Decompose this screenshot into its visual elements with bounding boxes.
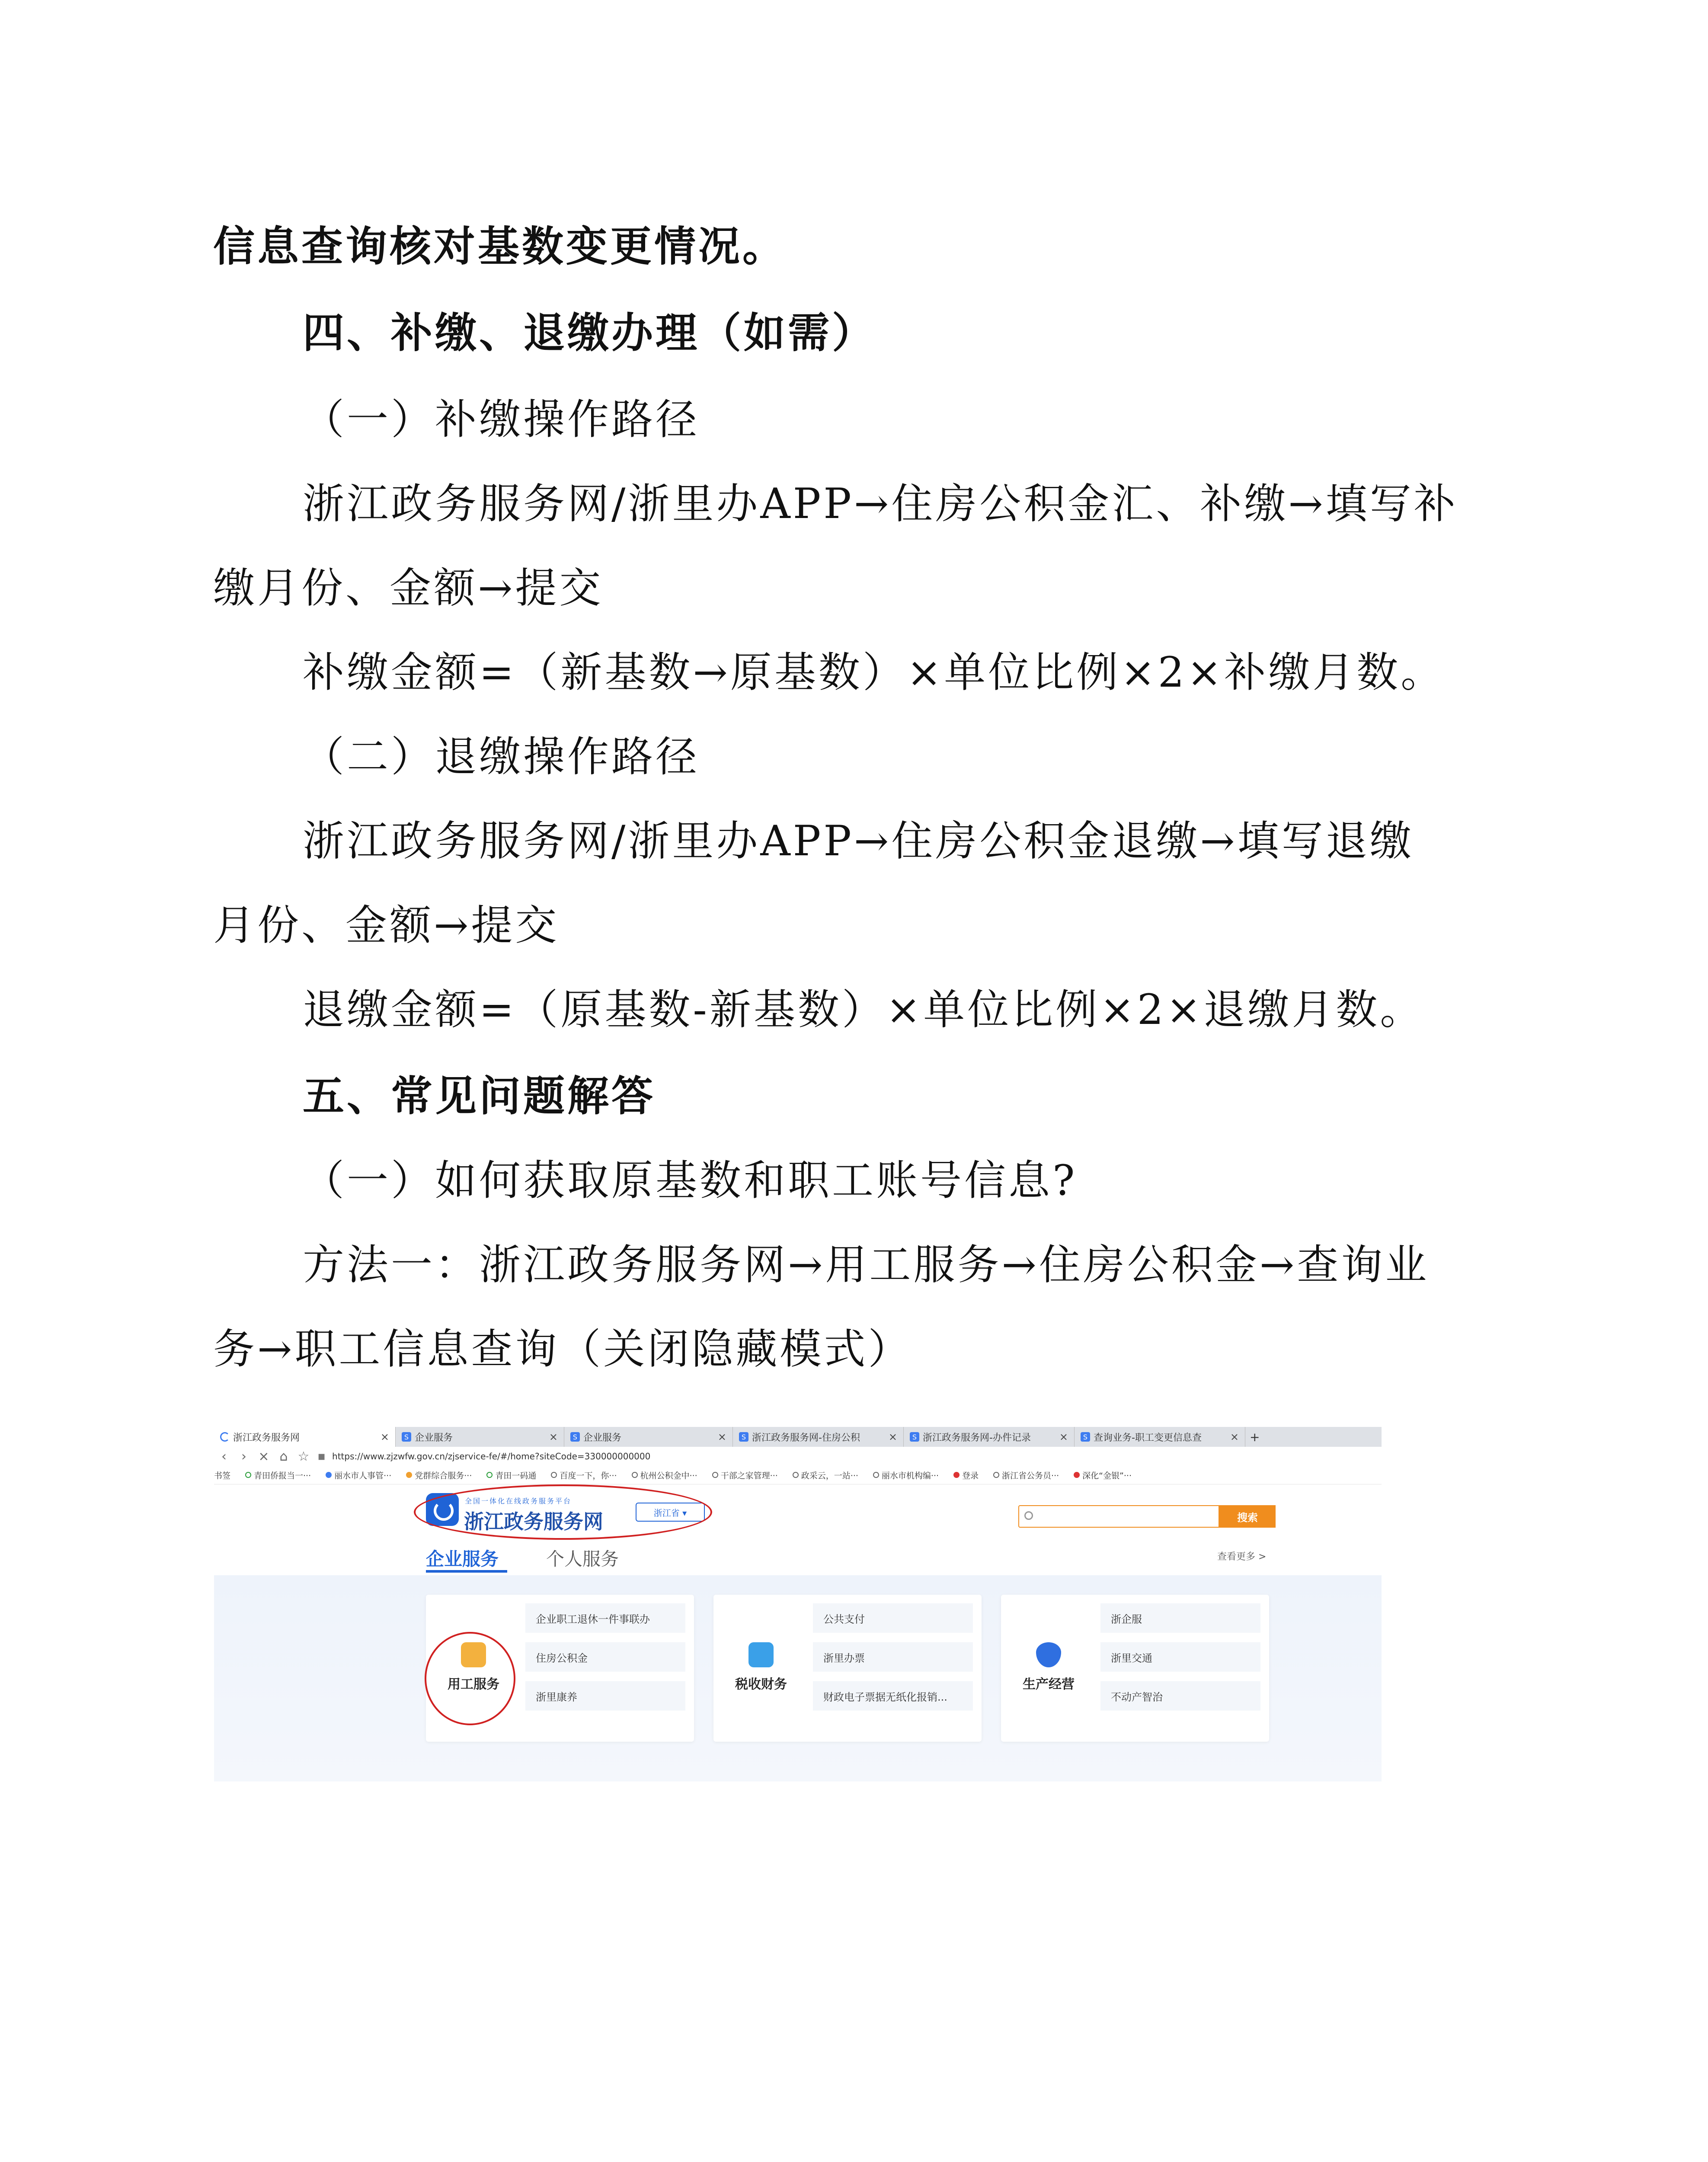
site-name[interactable]: 浙江政务服务网 [464, 1510, 603, 1533]
subsection-heading: （一）如何获取原基数和职工账号信息? [303, 1156, 1078, 1205]
bookmark-item[interactable]: 政采云，一站··· [793, 1469, 858, 1481]
browser-tab[interactable]: S 浙江政务服务网-住房公积 × [733, 1427, 904, 1447]
subsection-heading: （一）补缴操作路径 [303, 395, 700, 444]
bookmarks-bar [214, 1466, 1382, 1484]
address-bar [214, 1447, 1382, 1466]
bookmark-icon [326, 1472, 332, 1478]
tab-enterprise-services[interactable]: 企业服务 [426, 1548, 499, 1570]
card-main-production[interactable]: 生产经营 [1014, 1642, 1083, 1692]
close-icon[interactable]: × [717, 1431, 726, 1443]
site-subtitle: 全国一体化在线政务服务平台 [465, 1497, 572, 1505]
formula-line: 补缴金额=（新基数→原基数）×单位比例×2×补缴月数。 [303, 648, 1445, 697]
bookmark-icon [245, 1472, 251, 1478]
service-item[interactable]: 浙企服 [1100, 1603, 1260, 1633]
bookmark-icon [632, 1472, 638, 1478]
view-more-link[interactable]: 查看更多 > [1217, 1551, 1267, 1562]
bookmark-item[interactable]: 深化“金银”··· [1074, 1469, 1132, 1481]
new-tab-button[interactable]: + [1250, 1430, 1260, 1444]
bookmark-item[interactable]: 丽水市机构编··· [873, 1469, 939, 1481]
bookmark-item[interactable]: 丽水市人事管··· [326, 1469, 391, 1481]
bookmark-item[interactable]: 青田一码通 [486, 1469, 536, 1481]
service-item[interactable]: 浙里交通 [1100, 1642, 1260, 1672]
bookmark-item[interactable]: 干部之家管理··· [712, 1469, 778, 1481]
browser-tab[interactable]: S 浙江政务服务网-办件记录 × [904, 1427, 1075, 1447]
bookmark-icon [993, 1472, 999, 1478]
site-header [214, 1484, 1382, 1575]
bookmark-item[interactable]: 青田侨报当一··· [245, 1469, 311, 1481]
bookmark-icon [486, 1472, 493, 1478]
card-main-tax[interactable]: 税收财务 [726, 1642, 796, 1692]
close-icon[interactable]: × [380, 1431, 389, 1443]
search-icon [1024, 1511, 1033, 1520]
bookmark-icon [406, 1472, 412, 1478]
browser-tab[interactable]: S 企业服务 × [564, 1427, 733, 1447]
service-item[interactable]: 浙里康养 [525, 1681, 685, 1711]
region-selector[interactable]: 浙江省 ▾ [636, 1503, 705, 1522]
service-item[interactable]: 浙里办票 [813, 1642, 973, 1672]
stop-icon[interactable]: × [258, 1449, 269, 1464]
search-button[interactable]: 搜索 [1219, 1505, 1276, 1528]
text-line: 浙江政务服务网/浙里办APP→住房公积金退缴→填写退缴 [303, 817, 1414, 865]
lock-icon: ■ [318, 1452, 326, 1461]
bookmark-item[interactable]: 百度一下，你··· [551, 1469, 617, 1481]
text-line: 缴月份、金额→提交 [213, 564, 604, 612]
browser-tab-bar [214, 1427, 1382, 1447]
close-icon[interactable]: × [1059, 1431, 1068, 1443]
tax-icon [748, 1642, 774, 1667]
highlight-oval [414, 1484, 712, 1540]
service-item[interactable]: 财政电子票据无纸化报销... [813, 1681, 973, 1711]
close-icon[interactable]: × [549, 1431, 558, 1443]
text-line: 信息查询核对基数变更情况。 [213, 222, 787, 271]
browser-tab[interactable]: S 企业服务 × [396, 1427, 564, 1447]
site-favicon-icon: S [739, 1432, 748, 1442]
service-card [1001, 1595, 1269, 1742]
bookmark-icon [953, 1472, 960, 1478]
service-item[interactable]: 公共支付 [813, 1603, 973, 1633]
site-favicon-icon: S [910, 1432, 919, 1442]
section-heading: 五、常见问题解答 [303, 1072, 656, 1120]
search-input[interactable] [1018, 1505, 1219, 1528]
close-icon[interactable]: × [1230, 1431, 1239, 1443]
card-main-employment[interactable]: 用工服务 [439, 1642, 508, 1692]
home-icon[interactable]: ⌂ [279, 1449, 288, 1464]
bookmark-icon [551, 1472, 557, 1478]
text-line: 方法一：浙江政务服务网→用工服务→住房公积金→查询业 [303, 1241, 1430, 1289]
formula-line: 退缴金额=（原基数-新基数）×单位比例×2×退缴月数。 [303, 985, 1424, 1034]
bookmark-item[interactable]: 书签 [214, 1471, 231, 1481]
shield-icon [1036, 1642, 1061, 1667]
highlight-circle [425, 1632, 515, 1725]
bookmark-item[interactable]: 浙江省公务员··· [993, 1469, 1059, 1481]
site-favicon-icon: S [402, 1432, 411, 1442]
url-field[interactable]: https://www.zjzwfw.gov.cn/zjservice-fe/#/home?siteCode=330000000000 [332, 1451, 651, 1462]
subsection-heading: （二）退缴操作路径 [303, 732, 700, 781]
section-heading: 四、补缴、退缴办理（如需） [303, 309, 876, 357]
service-card [713, 1595, 982, 1742]
bookmark-icon [712, 1472, 718, 1478]
service-area [214, 1575, 1382, 1781]
tab-personal-services[interactable]: 个人服务 [546, 1548, 619, 1570]
forward-icon[interactable]: › [241, 1449, 246, 1464]
active-tab-underline [426, 1570, 507, 1573]
site-favicon-icon: S [1081, 1432, 1090, 1442]
loading-icon [220, 1432, 230, 1442]
close-icon[interactable]: × [888, 1431, 897, 1443]
text-line: 浙江政务服务网/浙里办APP→住房公积金汇、补缴→填写补 [303, 480, 1458, 528]
back-icon[interactable]: ‹ [221, 1449, 227, 1464]
site-favicon-icon: S [570, 1432, 580, 1442]
embedded-screenshot [214, 1427, 1382, 1781]
bookmark-icon [873, 1472, 879, 1478]
service-item[interactable]: 住房公积金 [525, 1642, 685, 1672]
bookmark-item[interactable]: 登录 [953, 1469, 979, 1481]
bookmark-icon [1074, 1472, 1080, 1478]
star-icon[interactable]: ☆ [297, 1449, 310, 1464]
browser-tab[interactable]: 浙江政务服务网 × [214, 1427, 396, 1447]
text-line: 月份、金额→提交 [213, 901, 560, 950]
text-line: 务→职工信息查询（关闭隐藏模式） [213, 1325, 912, 1373]
bookmark-item[interactable]: 党群综合服务··· [406, 1469, 472, 1481]
service-item[interactable]: 企业职工退休一件事联办 [525, 1603, 685, 1633]
service-item[interactable]: 不动产智治 [1100, 1681, 1260, 1711]
browser-tab[interactable]: S 查询业务-职工变更信息查 × [1075, 1427, 1245, 1447]
bookmark-icon [793, 1472, 799, 1478]
bookmark-item[interactable]: 杭州公积金中··· [632, 1469, 697, 1481]
